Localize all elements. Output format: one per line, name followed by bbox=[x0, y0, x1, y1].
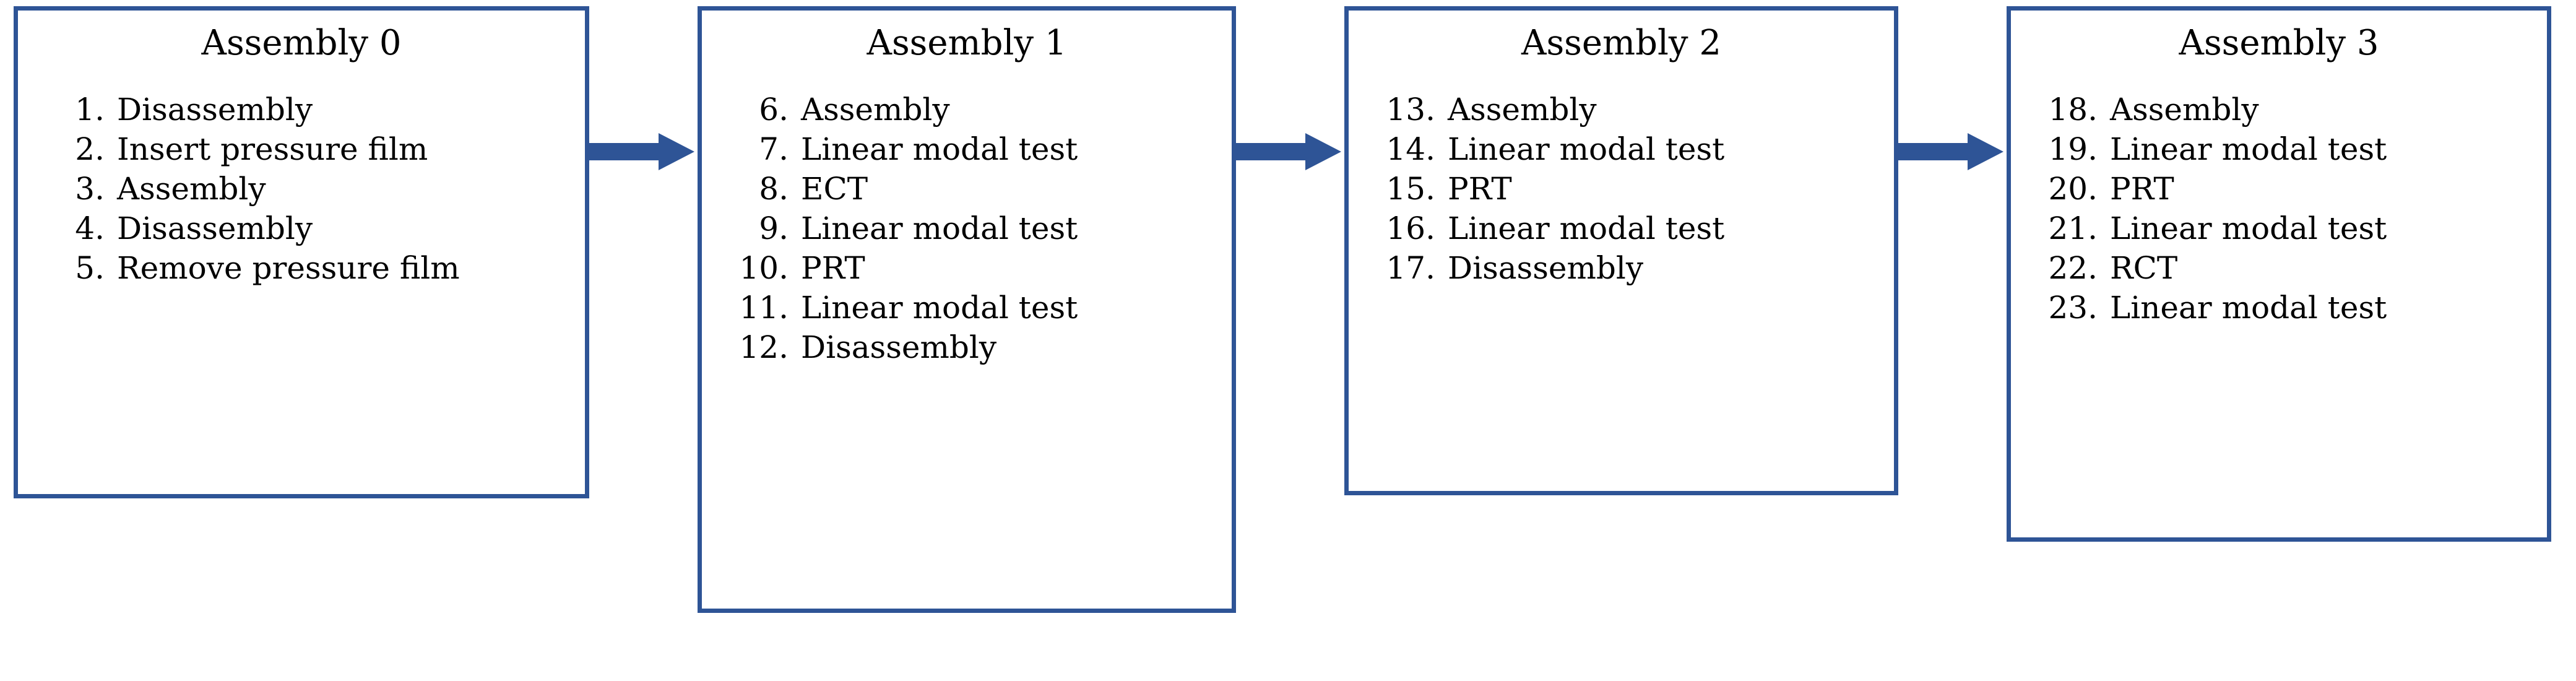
list-item bbox=[727, 209, 1078, 248]
assembly-3-step-list bbox=[2027, 90, 2531, 327]
list-item bbox=[43, 248, 460, 288]
list-item bbox=[727, 327, 996, 367]
step-number: 8. bbox=[759, 170, 789, 207]
assembly-1-title: Assembly 1 bbox=[867, 23, 1067, 63]
list-item bbox=[727, 169, 868, 209]
step-number: 9. bbox=[759, 210, 789, 246]
assembly-3-title: Assembly 3 bbox=[2179, 23, 2379, 63]
list-item bbox=[727, 248, 865, 288]
flow-container bbox=[0, 6, 2576, 613]
step-label: ECT bbox=[801, 170, 868, 207]
list-item bbox=[2036, 248, 2177, 288]
step-label: Linear modal test bbox=[801, 210, 1078, 246]
arrow-head bbox=[1305, 133, 1341, 170]
step-number: 21. bbox=[2048, 210, 2098, 246]
list-item bbox=[1373, 209, 1724, 248]
list-item bbox=[727, 90, 950, 129]
step-label: Linear modal test bbox=[801, 289, 1078, 326]
step-label: Disassembly bbox=[117, 91, 313, 128]
step-number: 17. bbox=[1386, 249, 1435, 286]
arrow-right-icon bbox=[1236, 133, 1344, 170]
step-number: 13. bbox=[1386, 91, 1435, 128]
step-label: Disassembly bbox=[1448, 249, 1644, 286]
list-item bbox=[2036, 209, 2387, 248]
step-label: PRT bbox=[2110, 170, 2174, 207]
list-item bbox=[1373, 169, 1512, 209]
step-label: Insert pressure film bbox=[117, 131, 428, 167]
arrow-shaft bbox=[1236, 143, 1310, 160]
step-label: Assembly bbox=[2110, 91, 2259, 128]
list-item bbox=[727, 288, 1078, 327]
list-item bbox=[43, 209, 313, 248]
list-item bbox=[43, 129, 428, 169]
step-label: Linear modal test bbox=[2110, 289, 2387, 326]
step-label: Disassembly bbox=[117, 210, 313, 246]
step-number: 12. bbox=[739, 329, 789, 365]
arrow-right-icon bbox=[1898, 133, 2007, 170]
step-label: PRT bbox=[801, 249, 865, 286]
assembly-0-box bbox=[14, 6, 589, 498]
step-label: Remove pressure film bbox=[117, 249, 460, 286]
step-number: 7. bbox=[759, 131, 789, 167]
step-label: PRT bbox=[1448, 170, 1512, 207]
step-label: Linear modal test bbox=[801, 131, 1078, 167]
step-number: 15. bbox=[1386, 170, 1435, 207]
assembly-1-box bbox=[698, 6, 1236, 613]
step-label: Linear modal test bbox=[2110, 131, 2387, 167]
step-number: 3. bbox=[75, 170, 105, 207]
step-label: RCT bbox=[2110, 249, 2178, 286]
assembly-2-title: Assembly 2 bbox=[1521, 23, 1721, 63]
step-number: 20. bbox=[2048, 170, 2098, 207]
step-number: 16. bbox=[1386, 210, 1435, 246]
list-item bbox=[2036, 90, 2259, 129]
step-label: Linear modal test bbox=[2110, 210, 2387, 246]
list-item bbox=[2036, 129, 2387, 169]
arrow-shaft bbox=[589, 143, 663, 160]
step-label: Linear modal test bbox=[1448, 131, 1725, 167]
step-number: 19. bbox=[2048, 131, 2098, 167]
step-number: 23. bbox=[2048, 289, 2098, 326]
arrow-right-icon bbox=[589, 133, 698, 170]
list-item bbox=[43, 169, 266, 209]
list-item bbox=[2036, 169, 2174, 209]
list-item bbox=[1373, 90, 1597, 129]
step-number: 6. bbox=[759, 91, 789, 128]
step-number: 14. bbox=[1386, 131, 1435, 167]
list-item bbox=[727, 129, 1078, 169]
assembly-2-step-list bbox=[1365, 90, 1878, 288]
list-item bbox=[43, 90, 313, 129]
step-number: 4. bbox=[75, 210, 105, 246]
arrow-shaft bbox=[1898, 143, 1973, 160]
step-number: 18. bbox=[2048, 91, 2098, 128]
assembly-0-title: Assembly 0 bbox=[201, 23, 402, 63]
step-label: Assembly bbox=[117, 170, 266, 207]
step-number: 22. bbox=[2048, 249, 2098, 286]
assembly-3-box bbox=[2007, 6, 2551, 542]
step-label: Disassembly bbox=[801, 329, 997, 365]
step-number: 2. bbox=[75, 131, 105, 167]
list-item bbox=[2036, 288, 2387, 327]
step-label: Assembly bbox=[1448, 91, 1597, 128]
arrow-head bbox=[659, 133, 694, 170]
step-number: 11. bbox=[739, 289, 789, 326]
step-number: 1. bbox=[75, 91, 105, 128]
step-number: 10. bbox=[739, 249, 789, 286]
list-item bbox=[1373, 248, 1643, 288]
step-number: 5. bbox=[75, 249, 105, 286]
arrow-head bbox=[1968, 133, 2003, 170]
list-item bbox=[1373, 129, 1724, 169]
assembly-1-step-list bbox=[718, 90, 1216, 367]
assembly-0-step-list bbox=[34, 90, 569, 288]
step-label: Linear modal test bbox=[1448, 210, 1725, 246]
step-label: Assembly bbox=[801, 91, 950, 128]
assembly-2-box bbox=[1344, 6, 1898, 495]
